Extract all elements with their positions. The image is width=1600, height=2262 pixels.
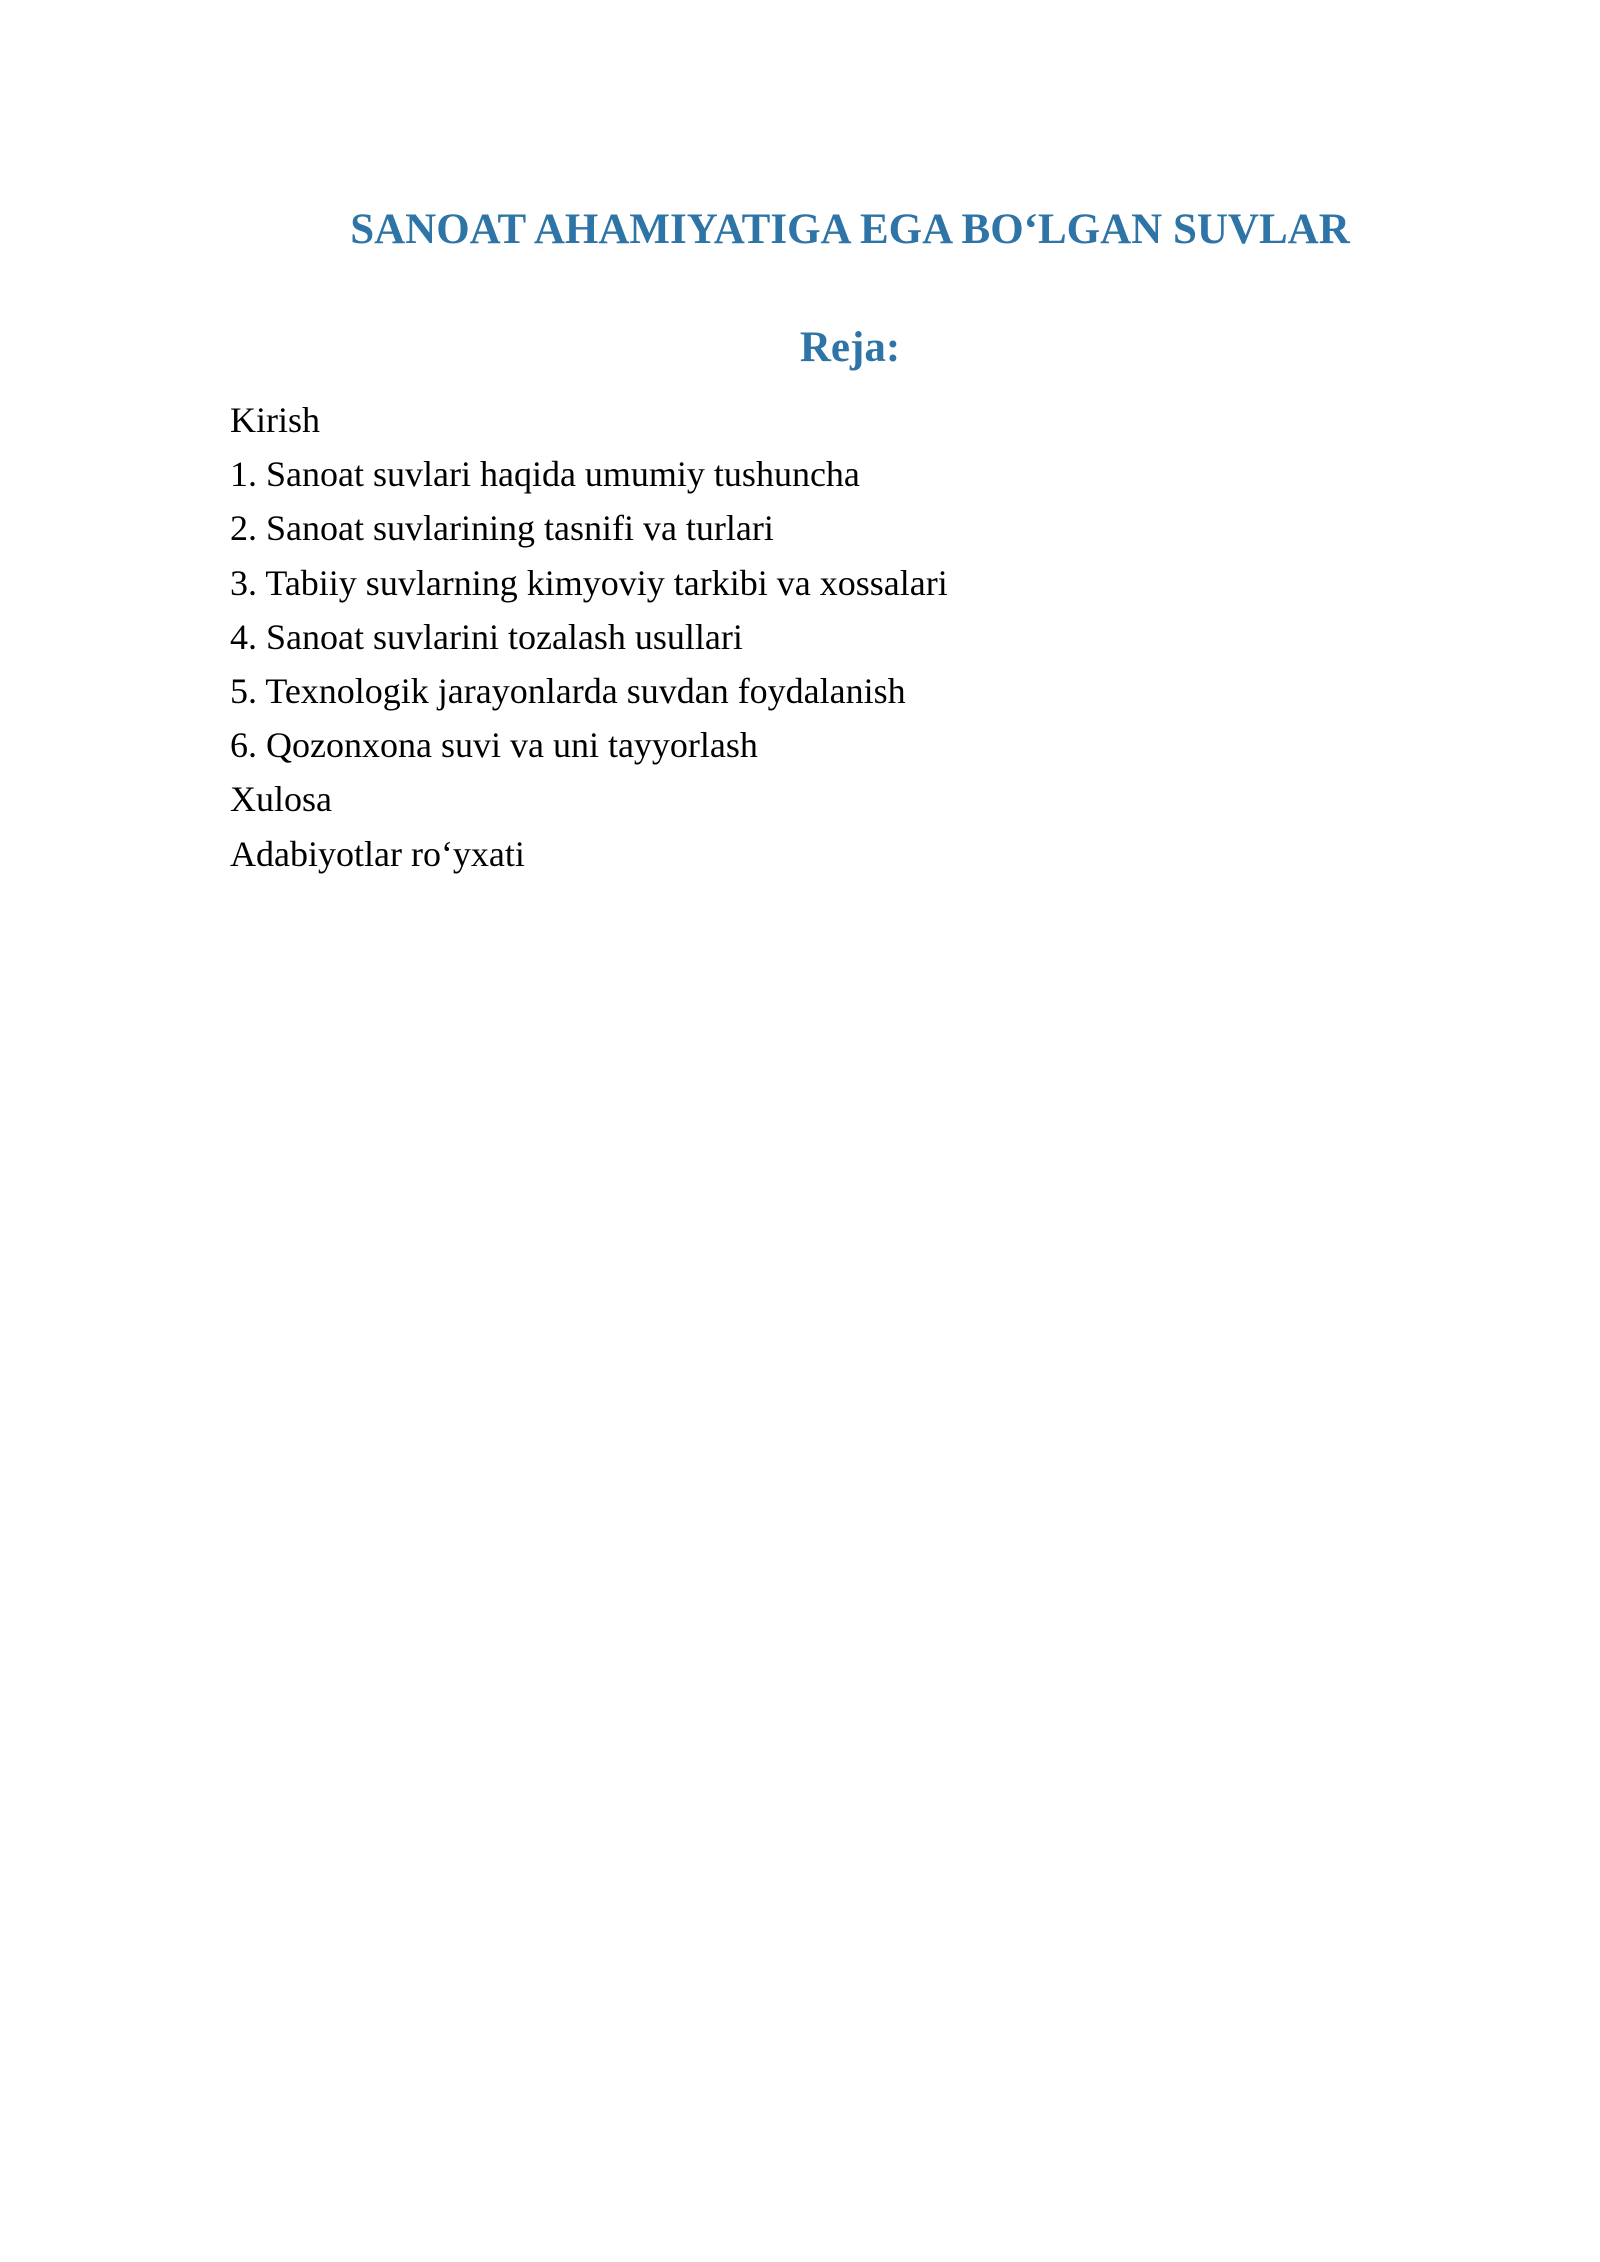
plan-item-references: Adabiyotlar ro‘yxati — [230, 833, 525, 874]
plan-list — [230, 393, 1330, 881]
plan-item-6: 6. Qozonxona suvi va uni tayyorlash — [230, 725, 758, 766]
plan-item-5: 5. Texnologik jarayonlarda suvdan foydalanish — [230, 671, 906, 712]
plan-item-introduction: Kirish — [230, 400, 320, 440]
document-title: SANOAT AHAMIYATIGA EGA BO‘LGAN SUVLAR — [350, 206, 1350, 253]
plan-item-1: 1. Sanoat suvlari haqida umumiy tushuncha — [230, 454, 860, 495]
plan-item-4: 4. Sanoat suvlarini tozalash usullari — [230, 616, 743, 657]
plan-item-3: 3. Tabiiy suvlarning kimyoviy tarkibi va xossalari — [230, 562, 948, 603]
plan-heading: Reja: — [799, 324, 901, 371]
plan-item-conclusion: Xulosa — [230, 779, 332, 820]
plan-item-2: 2. Sanoat suvlarining tasnifi va turlari — [230, 508, 774, 549]
